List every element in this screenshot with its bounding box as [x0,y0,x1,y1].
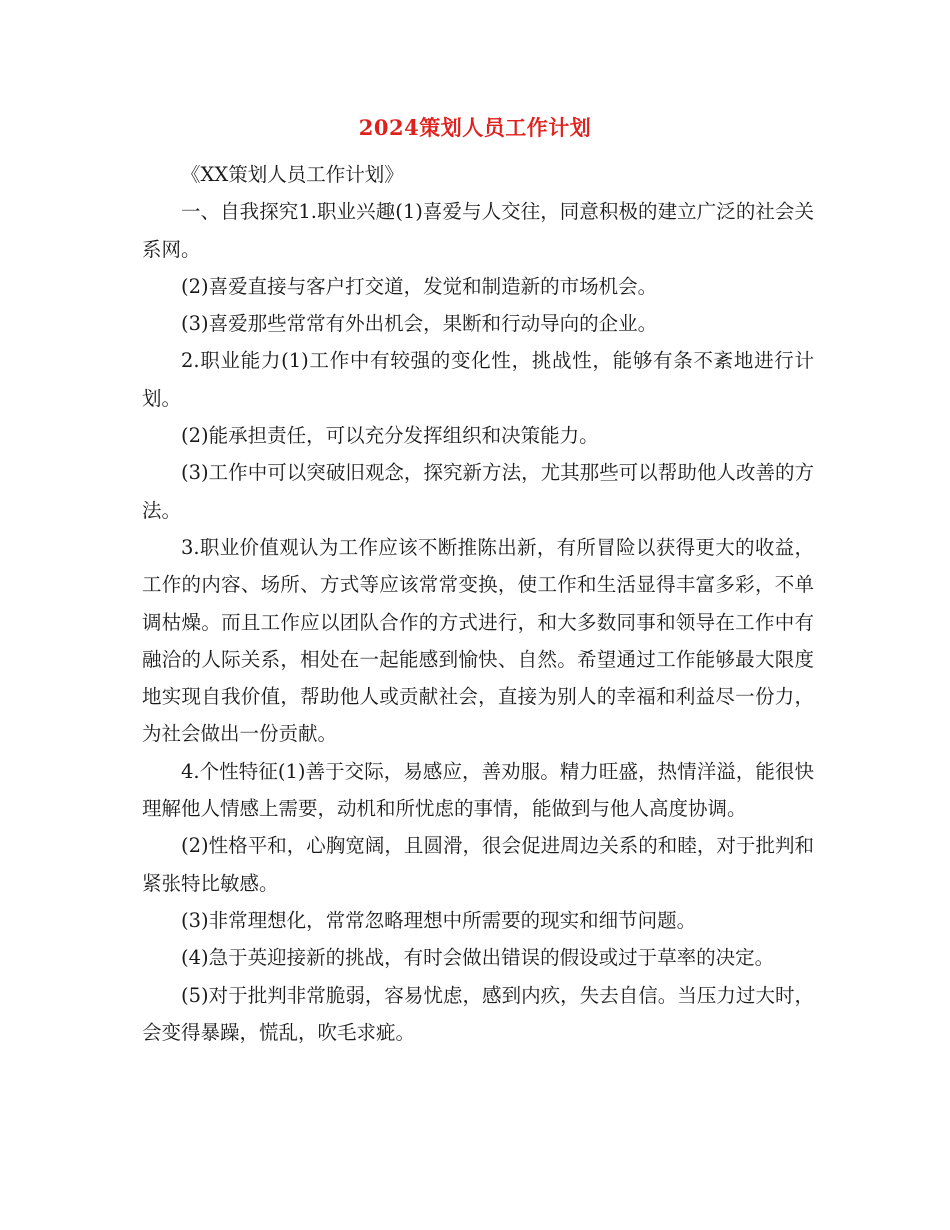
paragraph: 3.职业价值观认为工作应该不断推陈出新，有所冒险以获得更大的收益，工作的内容、场所、方式等应该常常变换，使工作和生活显得丰富多彩，不单调枯燥。而且工作应以团队合作的方式进行，和大多数同事和领导在工作中有融洽的人际关系，相处在一起能感到愉快、自然。希望通过工作能够最大限度地实现自我价值，帮助他人或贡献社会，直接为别人的幸福和利益尽一份力，为社会做出一份贡献。 [142,535,814,746]
paragraph: (3)工作中可以突破旧观念，探究新方法，尤其那些可以帮助他人改善的方法。 [142,461,814,522]
paragraph: (4)急于英迎接新的挑战，有时会做出错误的假设或过于草率的决定。 [181,946,775,970]
document-body [142,156,814,1051]
paragraph: (2)能承担责任，可以充分发挥组织和决策能力。 [181,424,599,448]
paragraph: (5)对于批判非常脆弱，容易忧虑，感到内疚，失去自信。当压力过大时，会变得暴躁，慌乱，吹毛求疵。 [142,983,814,1044]
paragraph: (3)喜爱那些常常有外出机会，果断和行动导向的企业。 [181,312,658,336]
document-title: 2024策划人员工作计划 [358,115,592,140]
paragraph: 4.个性特征(1)善于交际，易感应，善劝服。精力旺盛，热情洋溢，能很快理解他人情感上需要，动机和所忧虑的事情，能做到与他人高度协调。 [142,759,814,821]
paragraph: 一、自我探究1.职业兴趣(1)喜爱与人交往，同意积极的建立广泛的社会关系网。 [142,200,814,261]
paragraph: (2)性格平和，心胸宽阔，且圆滑，很会促进周边关系的和睦，对于批判和紧张特比敏感。 [142,834,814,895]
paragraph: (2)喜爱直接与客户打交道，发觉和制造新的市场机会。 [181,274,658,298]
paragraph: 2.职业能力(1)工作中有较强的变化性，挑战性，能够有条不紊地进行计划。 [142,349,814,410]
paragraph: (3)非常理想化，常常忽略理想中所需要的现实和细节问题。 [181,908,697,932]
paragraph-heading: 《XX策划人员工作计划》 [181,163,404,186]
